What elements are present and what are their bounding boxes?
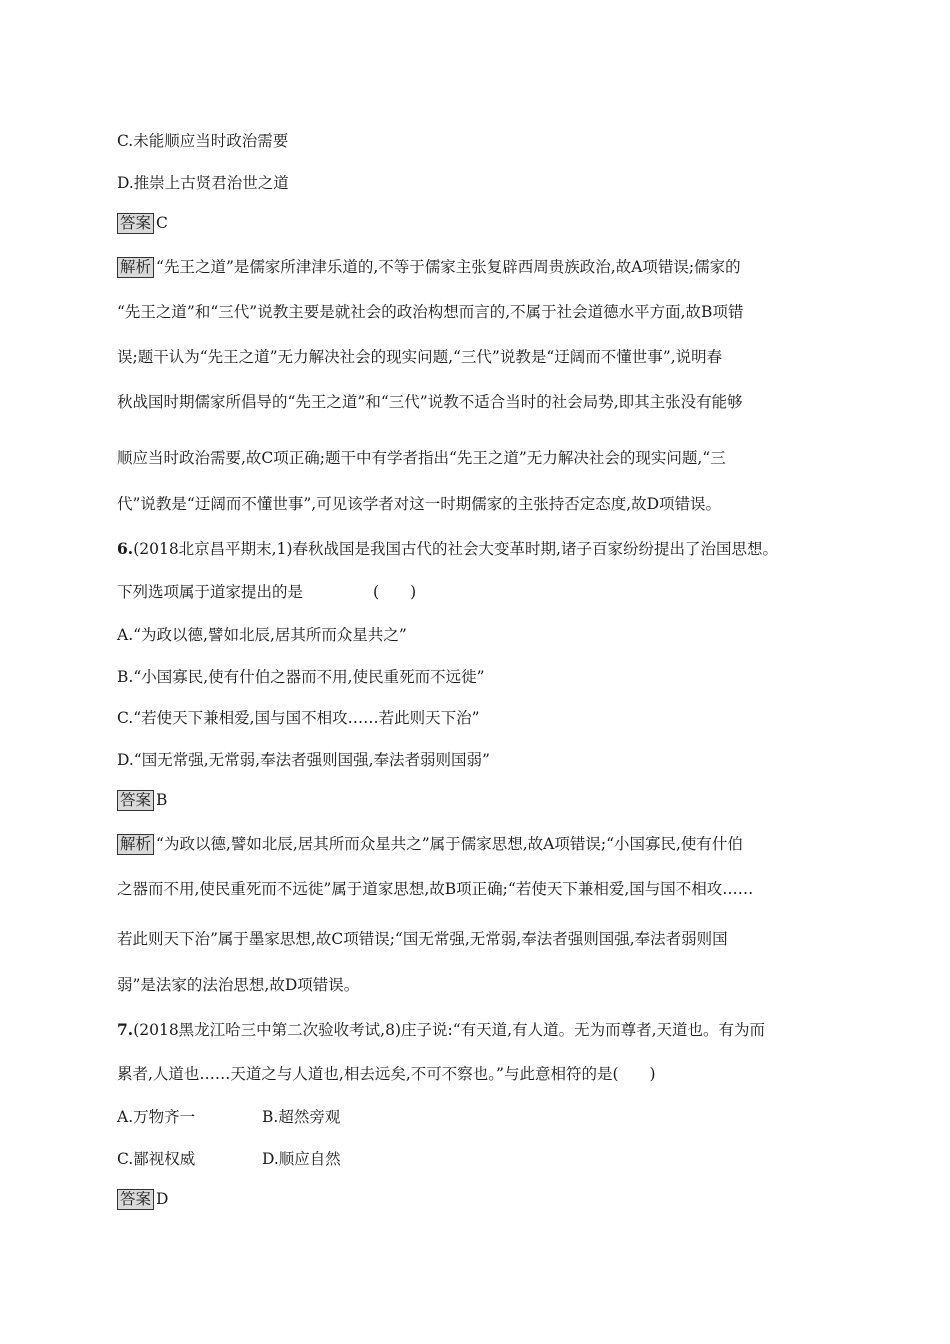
question-number: 6. (117, 539, 134, 558)
q6-analysis-line-3: 若此则天下治”属于墨家思想,故C项错误;“国无常强,无常弱,奉法者强则国强,奉法者弱则国 (117, 930, 728, 948)
q7-stem-line-2: 累者,人道也……天道之与人道也,相去远矣,不可不察也。”与此意相符的是( ) (117, 1065, 656, 1083)
question-number: 7. (117, 1020, 134, 1039)
q5-answer (117, 212, 168, 234)
answer-tag: 答案 (117, 1189, 154, 1210)
analysis-text: “先王之道”是儒家所津津乐道的,不等于儒家主张复辟西周贵族政治,故A项错误;儒家的 (156, 258, 741, 276)
q6-stem-line-2 (117, 581, 416, 603)
question-stem: (2018黑龙江哈三中第二次验收考试,8)庄子说:“有天道,有人道。无为而尊者,天道也。有为而 (133, 1021, 766, 1039)
analysis-tag: 解析 (117, 834, 154, 855)
q6-option-a: A.“为政以德,譬如北辰,居其所而众星共之” (117, 626, 407, 644)
q5-analysis-line-6: 代”说教是“迂阔而不懂世事”,可见该学者对这一时期儒家的主张持否定态度,故D项错误。 (117, 495, 722, 513)
question-stem: 下列选项属于道家提出的是 (117, 583, 304, 601)
q6-answer (117, 789, 167, 811)
q7-option-c: C.鄙视权威 (117, 1150, 196, 1168)
q5-analysis-line-3: 误;题干认为“先王之道”无力解决社会的现实问题,“三代”说教是“迂阔而不懂世事”,说明春 (117, 348, 723, 366)
q7-options-row-1 (117, 1106, 195, 1128)
q6-option-c: C.“若使天下兼相爱,国与国不相攻……若此则天下治” (117, 709, 480, 727)
q5-analysis-line-4: 秋战国时期儒家所倡导的“先王之道”和“三代”说教不适合当时的社会局势,即其主张没有能够 (117, 393, 743, 411)
q5-analysis-line-2: “先王之道”和“三代”说教主要是就社会的政治构想而言的,不属于社会道德水平方面,故B项错 (117, 303, 744, 321)
answer-tag: 答案 (117, 790, 154, 811)
analysis-tag: 解析 (117, 257, 154, 278)
q5-analysis-line-5: 顺应当时政治需要,故C项正确;题干中有学者指出“先王之道”无力解决社会的现实问题,“三 (117, 449, 726, 467)
answer-blank: ( ) (373, 583, 417, 601)
q7-option-a: A.万物齐一 (117, 1108, 196, 1126)
q7-stem-line-1 (117, 1019, 765, 1041)
q6-stem-line-1 (117, 538, 778, 560)
answer-value: D (156, 1190, 169, 1208)
q5-analysis-line-1 (117, 256, 741, 278)
q7-option-d: D.顺应自然 (262, 1150, 341, 1168)
q5-option-c: C.未能顺应当时政治需要 (117, 132, 289, 150)
q6-analysis-line-2: 之器而不用,使民重死而不远徙”属于道家思想,故B项正确;“若使天下兼相爱,国与国不相攻…… (117, 880, 754, 898)
q6-analysis-line-1 (117, 833, 743, 855)
answer-value: C (156, 214, 168, 232)
q5-option-d: D.推崇上古贤君治世之道 (117, 174, 289, 192)
q6-option-b: B.“小国寡民,使有什伯之器而不用,使民重死而不远徙” (117, 668, 485, 686)
answer-tag: 答案 (117, 213, 154, 234)
q6-analysis-line-4: 弱”是法家的法治思想,故D项错误。 (117, 976, 360, 994)
answer-value: B (156, 791, 168, 809)
analysis-text: “为政以德,譬如北辰,居其所而众星共之”属于儒家思想,故A项错误;“小国寡民,使有什伯 (156, 835, 743, 853)
q6-option-d: D.“国无常强,无常弱,奉法者强则国强,奉法者弱则国弱” (117, 751, 490, 769)
q7-option-b: B.超然旁观 (262, 1108, 341, 1126)
q7-answer (117, 1188, 168, 1210)
question-stem: (2018北京昌平期末,1)春秋战国是我国古代的社会大变革时期,诸子百家纷纷提出了治国思想。 (133, 540, 778, 558)
